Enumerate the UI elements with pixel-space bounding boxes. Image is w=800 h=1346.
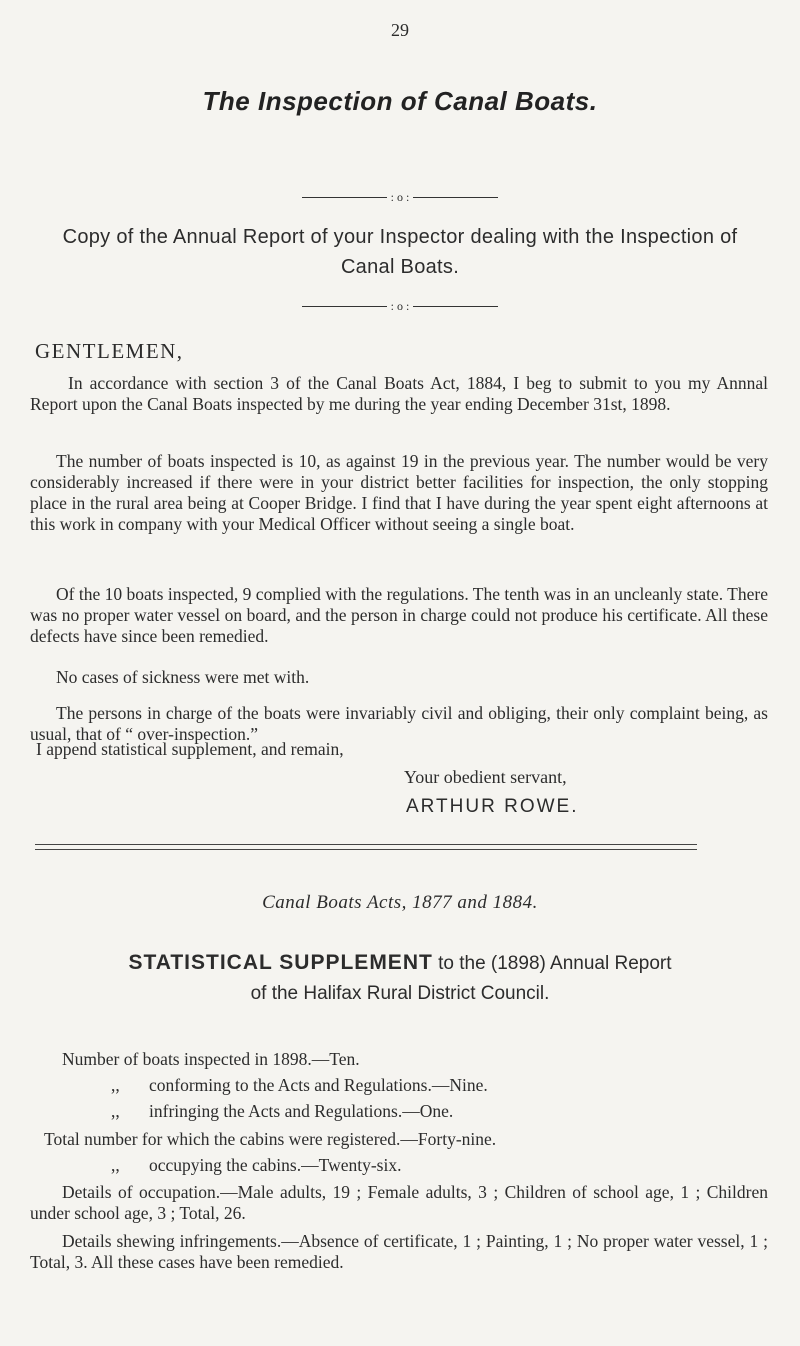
separator xyxy=(0,298,800,314)
stat-cabins-registered: Total number for which the cabins were registered.—Forty-nine. xyxy=(44,1129,497,1149)
acts-heading: Canal Boats Acts, 1877 and 1884. xyxy=(262,892,538,913)
separator-mark: : o : xyxy=(390,298,410,313)
paragraph xyxy=(30,373,768,415)
supplement-heading xyxy=(30,948,770,1009)
closing-line: I append statistical supplement, and remain, xyxy=(36,739,344,759)
separator-mark: : o : xyxy=(390,189,410,204)
stat-conforming-text: conforming to the Acts and Regulations.—Nine. xyxy=(149,1075,488,1095)
stat-number-inspected: Number of boats inspected in 1898.—Ten. xyxy=(62,1049,360,1069)
separator xyxy=(0,189,800,205)
paragraph xyxy=(30,584,768,647)
signature: ARTHUR ROWE. xyxy=(406,796,579,817)
paragraph-text: In accordance with section 3 of the Canal Boats Act, 1884, I beg to submit to you my Annnal Report upon the Canal Boats inspected by me during the year ending December 31st, 1898. xyxy=(30,373,768,414)
page-title: The Inspection of Canal Boats. xyxy=(202,86,598,116)
subtitle: Copy of the Annual Report of your Inspector dealing with the Inspection of Canal Boats. xyxy=(62,226,738,278)
stat-occupying-text: occupying the cabins.—Twenty-six. xyxy=(149,1155,402,1175)
supplement-heading-bold: STATISTICAL SUPPLEMENT xyxy=(128,951,433,974)
stat-occupation-text: Details of occupation.—Male adults, 19 ; Female adults, 3 ; Children of school age, 1 ; Children under school age, 3 ; Total, 26. xyxy=(30,1182,768,1223)
supplement-heading-rest: to the (1898) Annual Report xyxy=(438,953,672,974)
salutation: GENTLEMEN, xyxy=(35,339,184,363)
paragraph xyxy=(30,667,768,688)
page-number: 29 xyxy=(391,20,409,40)
double-rule-divider xyxy=(35,844,697,850)
ditto-mark: ,, xyxy=(111,1101,120,1121)
stat-infringements-text: Details shewing infringements.—Absence of certificate, 1 ; Painting, 1 ; No proper water vessel, 1 ; Total, 3. All these cases have been remedied. xyxy=(30,1231,768,1272)
supplement-heading-line2: of the Halifax Rural District Council. xyxy=(250,983,550,1004)
ditto-mark: ,, xyxy=(111,1155,120,1175)
stat-infringing-text: infringing the Acts and Regulations.—One. xyxy=(149,1101,454,1121)
stat-infringements xyxy=(30,1231,768,1273)
paragraph-text: No cases of sickness were met with. xyxy=(56,667,310,687)
paragraph-text: The persons in charge of the boats were invariably civil and obliging, their only complaint being, as usual, that of “ over-inspection.” xyxy=(30,703,768,744)
paragraph-text: Of the 10 boats inspected, 9 complied with the regulations. The tenth was in an uncleanly state. There was no proper water vessel on board, and the person in charge could not produce his certificate. All these defects have since been remedied. xyxy=(30,584,768,646)
ditto-mark: ,, xyxy=(111,1075,120,1095)
signoff: Your obedient servant, xyxy=(404,767,567,787)
paragraph xyxy=(30,451,768,535)
stat-occupation xyxy=(30,1182,768,1224)
paragraph-text: The number of boats inspected is 10, as against 19 in the previous year. The number would be very considerably increased if there were in your district better facilities for inspection, the only stopping place in the rural area being at Cooper Bridge. I find that I have during the year spent eight afternoons at this work in company with your Medical Officer without seeing a single boat. xyxy=(30,451,768,534)
